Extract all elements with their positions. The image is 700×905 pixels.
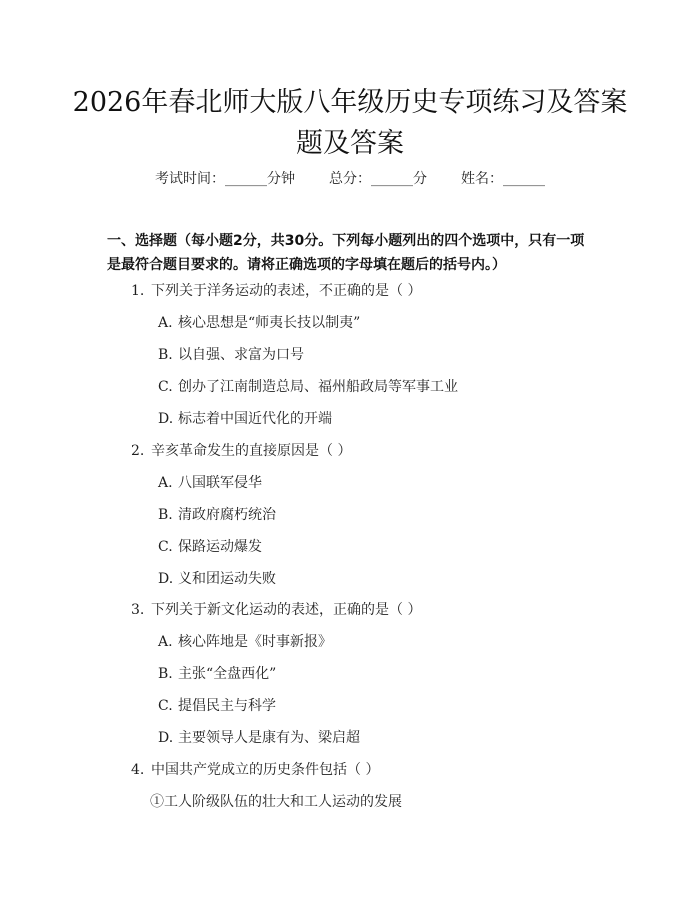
question-text: 下列关于洋务运动的表述，不正确的是（ ） bbox=[151, 283, 422, 299]
option-letter: B. bbox=[158, 507, 173, 523]
exam-time: 考试时间：______分钟 bbox=[155, 171, 295, 187]
option-text: 以自强、求富为口号 bbox=[178, 347, 304, 363]
exam-info bbox=[0, 168, 700, 188]
exam-total-score: 总分：______分 bbox=[329, 171, 427, 187]
question-2 bbox=[131, 441, 351, 461]
question-2-option-c bbox=[158, 537, 262, 557]
question-1-option-b bbox=[158, 345, 304, 365]
option-letter: A. bbox=[158, 315, 173, 331]
question-3-option-d bbox=[158, 728, 360, 748]
option-letter: B. bbox=[158, 347, 173, 363]
option-text: 主张“全盘西化” bbox=[178, 666, 277, 682]
option-text: 核心思想是“师夷长技以制夷” bbox=[178, 315, 361, 331]
question-text: 下列关于新文化运动的表述，正确的是（ ） bbox=[151, 602, 422, 618]
option-letter: D. bbox=[158, 571, 174, 587]
question-4 bbox=[131, 760, 379, 780]
question-1-option-d bbox=[158, 409, 332, 429]
question-1 bbox=[131, 281, 421, 301]
option-text: 创办了江南制造总局、福州船政局等军事工业 bbox=[178, 379, 458, 395]
question-2-option-a bbox=[158, 473, 262, 493]
question-2-option-b bbox=[158, 505, 276, 525]
exam-name-field: 姓名：______ bbox=[461, 171, 545, 187]
option-letter: A. bbox=[158, 634, 173, 650]
option-letter: B. bbox=[158, 666, 173, 682]
question-1-option-a bbox=[158, 313, 360, 333]
question-3-option-b bbox=[158, 664, 276, 684]
page-title: 2026年春北师大版八年级历史专项练习及答案题及答案 bbox=[72, 87, 628, 159]
option-letter: C. bbox=[158, 698, 173, 714]
option-letter: D. bbox=[158, 730, 174, 746]
section-heading: 一、选择题（每小题2分，共30分。下列每小题列出的四个选项中，只有一项是最符合题目要求的。请将正确选项的字母填在题后的括号内。） bbox=[107, 233, 585, 273]
option-letter: C. bbox=[158, 539, 173, 555]
option-text: 八国联军侵华 bbox=[178, 475, 262, 491]
question-number: 4. bbox=[131, 762, 145, 778]
option-letter: D. bbox=[158, 411, 174, 427]
question-1-option-c bbox=[158, 377, 458, 397]
option-text: 核心阵地是《时事新报》 bbox=[178, 634, 332, 650]
question-number: 3. bbox=[131, 602, 145, 618]
question-3 bbox=[131, 600, 421, 620]
question-number: 2. bbox=[131, 443, 145, 459]
question-4-item-1 bbox=[150, 792, 402, 812]
question-3-option-a bbox=[158, 632, 332, 652]
option-text: 提倡民主与科学 bbox=[178, 698, 276, 714]
question-text: 辛亥革命发生的直接原因是（ ） bbox=[151, 443, 352, 459]
option-text: 保路运动爆发 bbox=[178, 539, 262, 555]
option-letter: C. bbox=[158, 379, 173, 395]
option-text: 主要领导人是康有为、梁启超 bbox=[178, 730, 360, 746]
option-text: 清政府腐朽统治 bbox=[178, 507, 276, 523]
question-number: 1. bbox=[131, 283, 145, 299]
question-2-option-d bbox=[158, 569, 276, 589]
option-text: 标志着中国近代化的开端 bbox=[178, 411, 332, 427]
option-text: 义和团运动失败 bbox=[178, 571, 276, 587]
option-letter: A. bbox=[158, 475, 173, 491]
question-text: 中国共产党成立的历史条件包括（ ） bbox=[151, 762, 380, 778]
question-3-option-c bbox=[158, 696, 276, 716]
item-text: ①工人阶级队伍的壮大和工人运动的发展 bbox=[150, 794, 402, 810]
